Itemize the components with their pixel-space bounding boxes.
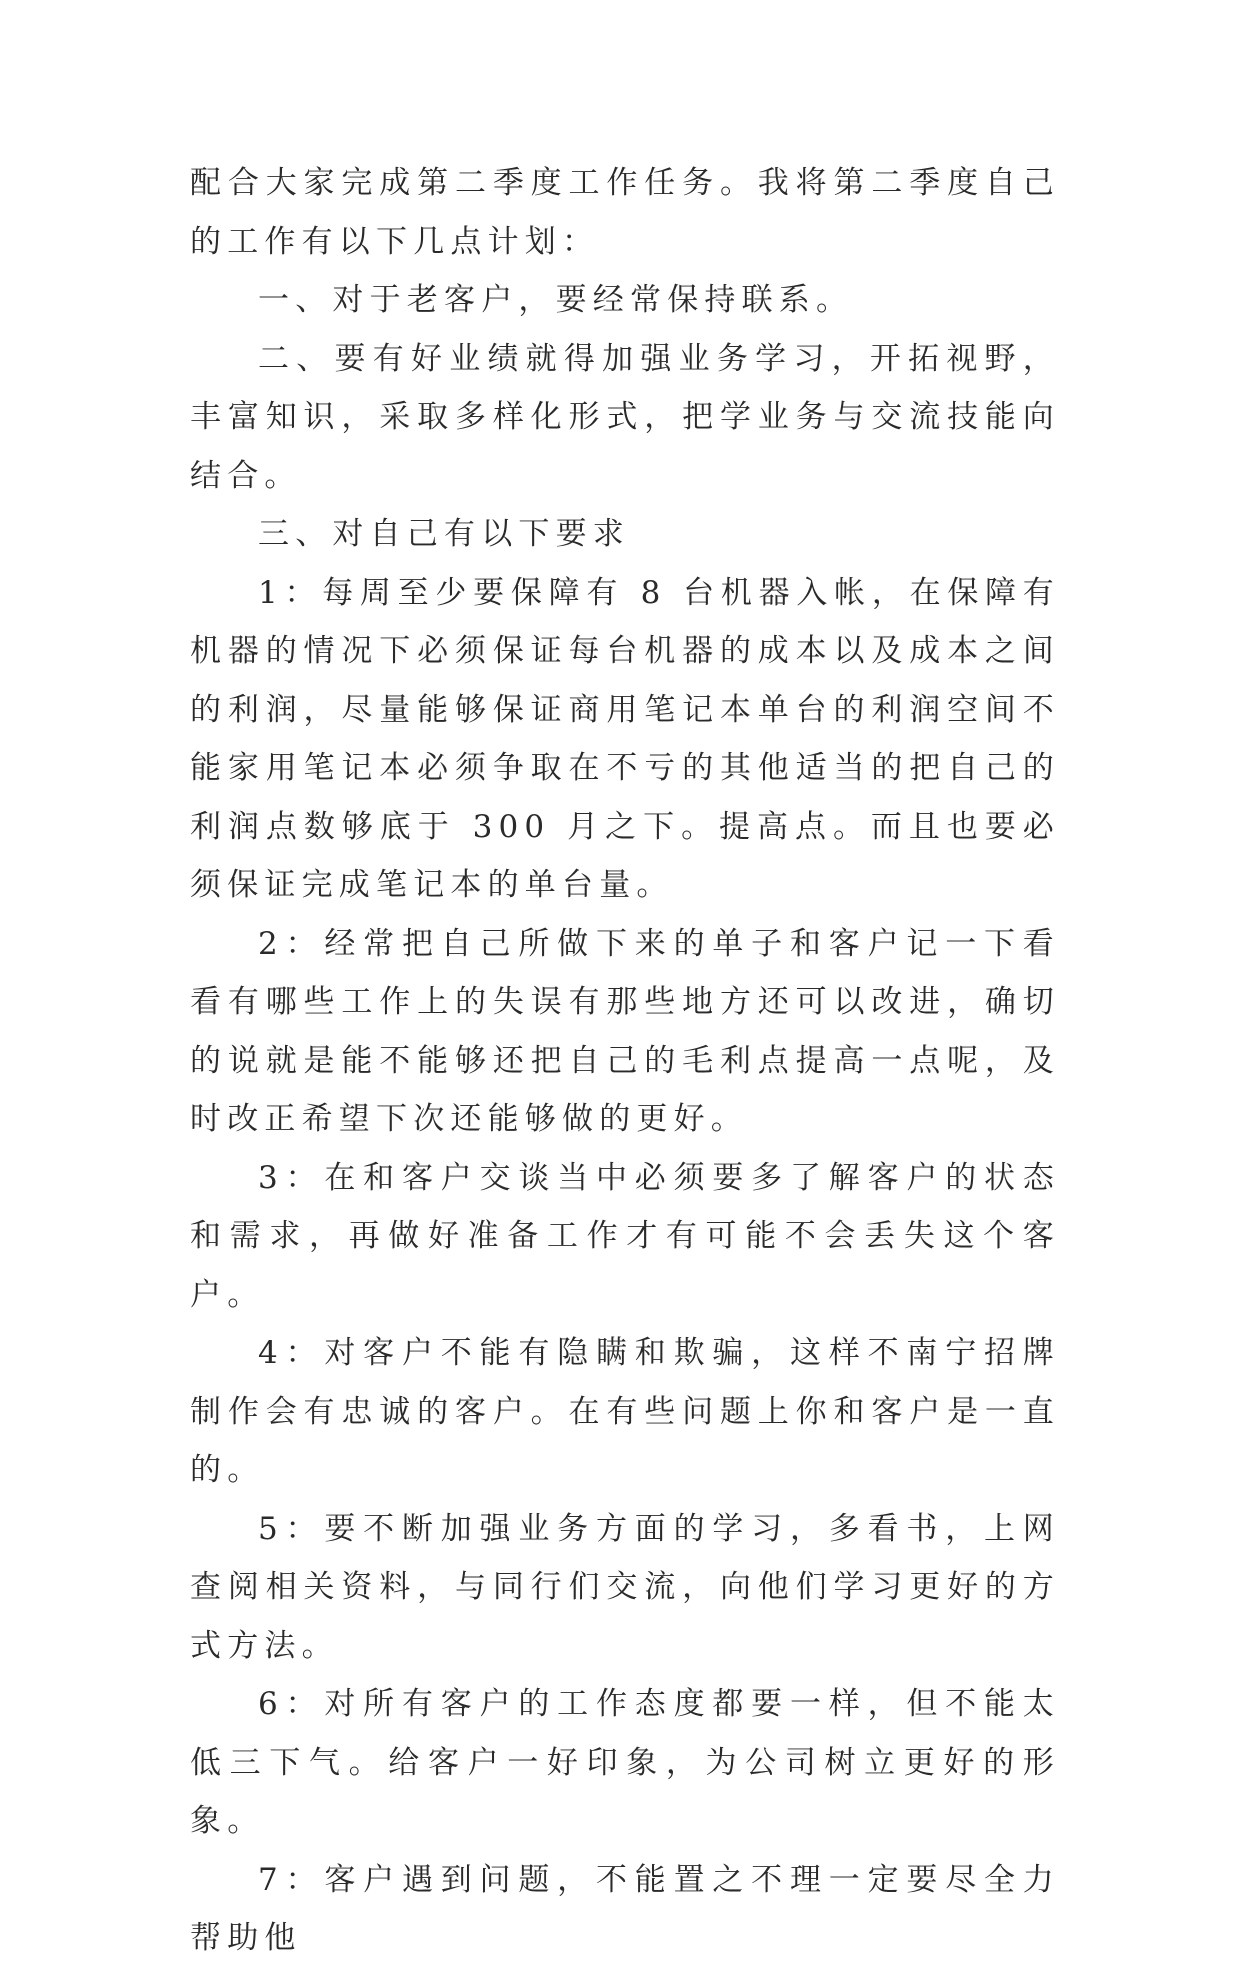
paragraph-requirement-5: 5：要不断加强业务方面的学习，多看书，上网查阅相关资料，与同行们交流，向他们学习更好的方式方法。 [190, 1510, 1060, 1664]
paragraph-item-1: 一、对于老客户，要经常保持联系。 [258, 282, 854, 318]
document-body [190, 154, 1060, 1968]
paragraph-requirement-1: 1：每周至少要保障有 8 台机器入帐，在保障有机器的情况下必须保证每台机器的成本以及成本之间的利润，尽量能够保证商用笔记本单台的利润空间不能家用笔记本必须争取在不亏的其他适当的把自己的利润点数够底于 300 月之下。提高点。而且也要必须保证完成笔记本的单台量。 [190, 574, 1060, 903]
paragraph-item-3: 三、对自己有以下要求 [258, 516, 630, 552]
paragraph-requirement-4: 4：对客户不能有隐瞒和欺骗，这样不南宁招牌制作会有忠诚的客户。在有些问题上你和客户是一直的。 [190, 1335, 1060, 1488]
paragraph-intro: 配合大家完成第二季度工作任务。我将第二季度自己的工作有以下几点计划： [190, 165, 1060, 260]
paragraph-item-2: 二、要有好业绩就得加强业务学习，开拓视野，丰富知识，采取多样化形式，把学业务与交流技能向结合。 [190, 340, 1060, 494]
paragraph-requirement-2: 2：经常把自己所做下来的单子和客户记一下看看有哪些工作上的失误有那些地方还可以改进，确切的说就是能不能够还把自己的毛利点提高一点呢，及时改正希望下次还能够做的更好。 [190, 925, 1060, 1137]
paragraph-requirement-3: 3：在和客户交谈当中必须要多了解客户的状态和需求，再做好准备工作才有可能不会丢失这个客户。 [190, 1159, 1060, 1313]
paragraph-requirement-6: 6：对所有客户的工作态度都要一样，但不能太低三下气。给客户一好印象，为公司树立更好的形象。 [190, 1686, 1060, 1839]
paragraph-requirement-7: 7：客户遇到问题，不能置之不理一定要尽全力帮助他 [190, 1861, 1060, 1956]
